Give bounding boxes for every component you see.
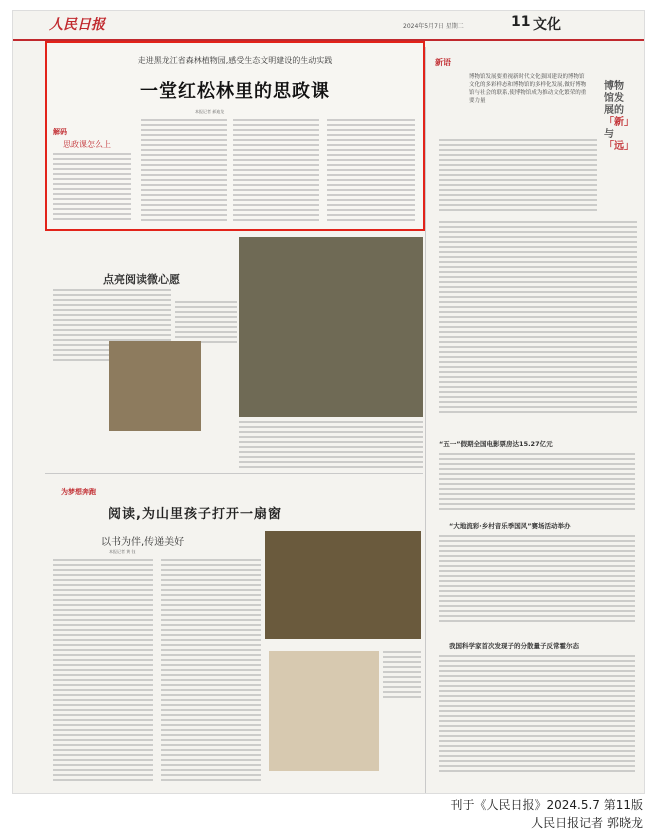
right-text-block: [439, 139, 597, 214]
news-text-box-office: [439, 453, 635, 513]
news-text-quantum: [439, 655, 635, 775]
newspaper-logo: 人民日报: [49, 17, 105, 33]
lead-byline: 本报记者 郝迪龙: [195, 109, 225, 114]
reading-text-col-2: [175, 301, 237, 346]
children-group-photo: [269, 651, 379, 771]
reading-photo-small: [109, 341, 201, 431]
book-text-col-1: [53, 559, 153, 784]
right-text-block-2: [439, 221, 637, 416]
lead-subtag: 思政课怎么上: [63, 140, 111, 149]
lead-title: 一堂红松林里的思政课: [140, 81, 330, 102]
news-text-rural-music: [439, 535, 635, 625]
column-divider: [425, 47, 426, 793]
lead-text-col-4: [327, 119, 415, 224]
children-reading-photo: [239, 237, 423, 417]
reading-section-title: 点亮阅读微心愿: [103, 273, 180, 286]
section-divider: [45, 473, 423, 474]
mountain-section-title: 阅读,为山里孩子打开一扇窗: [108, 507, 282, 522]
cave-library-photo: [265, 531, 421, 639]
page-section: 文化: [533, 17, 561, 33]
right-tag: 新语: [435, 58, 451, 67]
masthead: [13, 11, 644, 41]
book-section-byline: 本报记者 黄 钰: [109, 549, 136, 554]
lead-article-box: [45, 41, 425, 231]
book-section-title: 以书为伴,传递美好: [101, 537, 185, 548]
page-number: 11: [511, 14, 531, 30]
right-lead-text: 博物馆发展要重视新时代文化强国建设的博物馆文化的多彩样态和博物馆的多样化发展,做好博物馆与社会的联系,使博物馆成为推动文化繁荣的重要力量: [469, 74, 587, 104]
lead-text-col-1: [53, 153, 131, 223]
lead-text-col-2: [141, 119, 227, 224]
publication-line: 刊于《人民日报》2024.5.7 第11版: [450, 798, 643, 812]
lead-text-col-3: [233, 119, 319, 224]
publication-caption: [12, 796, 643, 832]
photo-caption: [239, 421, 423, 471]
lead-subtitle: 走进黑龙江省森林植物园,感受生态文明建设的生动实践: [137, 56, 333, 65]
news-title-box-office: “五一”假期全国电影票房达15.27亿元: [439, 440, 553, 448]
lead-tag: 解码: [53, 128, 67, 136]
right-vertical-title: 博物馆发展的 「新」 与 「远」: [604, 81, 634, 152]
newspaper-page: [12, 10, 645, 794]
book-text-col-2: [161, 559, 261, 784]
news-title-rural-music: “大地流彩·乡村音乐季国风”赛场活动举办: [449, 522, 571, 530]
right-column: [429, 51, 639, 431]
news-title-quantum: 我国科学家首次发现子的分散量子反常霍尔态: [449, 642, 579, 650]
issue-date: 2024年5月7日 星期二: [403, 23, 464, 30]
side-caption: [383, 651, 421, 701]
mountain-section-tag: 为梦想奔跑: [61, 488, 96, 496]
reporter-line: 人民日报记者 郭晓龙: [531, 816, 643, 830]
